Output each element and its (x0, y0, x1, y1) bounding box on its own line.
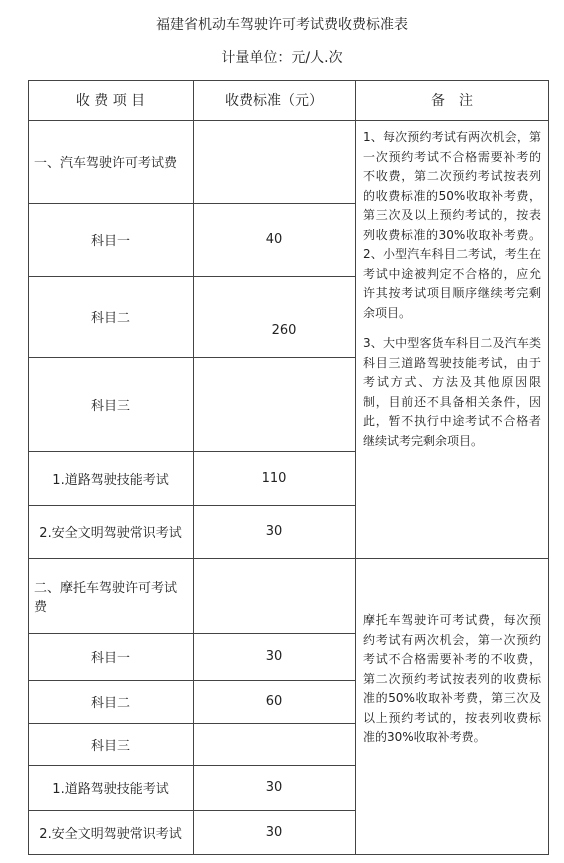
moto-safety-test-label: 2.安全文明驾驶常识考试 (39, 826, 182, 842)
moto-subject3-label: 科目三 (90, 738, 130, 754)
header-note: 备 注 (431, 93, 473, 109)
car-remark-2: 3、大中型客货车科目二及汽车类科目三道路驾驶技能考试，由于考试方式、方法及其他原因限制，目前还不具备相关条件，因此，暂不执行中途考试不合格者继续试考完剩余项目。 (363, 336, 541, 448)
moto-subject2-fee: 60 (265, 694, 283, 709)
car-road-test-label: 1.道路驾驶技能考试 (52, 472, 169, 488)
moto-safety-test-fee: 30 (265, 824, 283, 840)
unit-label: 计量单位：元/人.次 (221, 50, 343, 66)
moto-remarks: 摩托车驾驶许可考试费，每次预约考试有两次机会，第一次预约考试不合格需要补考的不收费，第二次预约考试按表列的收费标准的50%收取补考费，第三次及以上预约考试的，按表列收费标准的30%收取补考费。 (363, 613, 541, 744)
car-section-heading: 一、汽车驾驶许可考试费 (34, 156, 178, 171)
car-subject2-label: 科目二 (90, 311, 130, 326)
car-safety-test-fee: 30 (265, 524, 283, 539)
moto-subject1-label: 科目一 (90, 651, 130, 666)
header-fee: 收费标准（元） (225, 93, 323, 109)
moto-section-heading: 二、摩托车驾驶许可考试费 (34, 580, 178, 615)
car-remarks (363, 128, 541, 451)
moto-road-test-label: 1.道路驾驶技能考试 (52, 782, 169, 797)
header-item: 收 费 项 目 (75, 93, 146, 109)
car-remark-1: 1、每次预约考试有两次机会，第一次预约考试不合格需要补考的不收费，第二次预约考试按表列的收费标准的50%收取补考费，第三次及以上预约考试的，按表列收费标准的30%收取补考费。2、小型汽车科目二考试，考生在考试中途被判定不合格的，应允许其按考试项目顺序继续考完剩余项目。 (363, 130, 541, 320)
car-subject3-label: 科目三 (90, 398, 130, 414)
border-right (548, 80, 549, 855)
car-subject1-label: 科目一 (90, 234, 130, 249)
car-road-test-fee: 110 (261, 470, 287, 486)
table-title: 福建省机动车驾驶许可考试费收费标准表 (156, 17, 408, 33)
fee-table (28, 80, 549, 855)
car-safety-test-label: 2.安全文明驾驶常识考试 (39, 526, 182, 541)
moto-subject2-label: 科目二 (90, 696, 130, 711)
col-divider-2 (355, 80, 356, 855)
moto-subject1-fee: 30 (265, 649, 283, 664)
car-subject2-fee: 260 (271, 323, 297, 338)
car-subject1-fee: 40 (265, 232, 283, 247)
moto-road-test-fee: 30 (265, 780, 283, 795)
border-bottom (28, 854, 549, 855)
